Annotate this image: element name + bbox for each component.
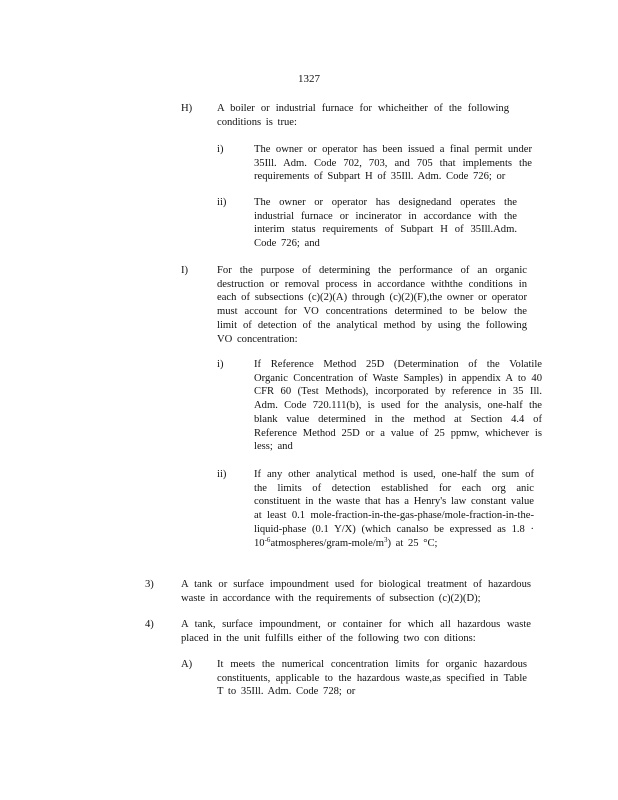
item-3-text: A tank or surface impoundment used for biological treatment of hazardous waste in accordance with the requirements of subsection (c)(2)(D); bbox=[181, 579, 531, 604]
item-I-ii-text-part2: atmospheres/gram-mole/m bbox=[270, 537, 384, 549]
item-4-A-label: A) bbox=[181, 659, 193, 670]
item-I-i-label: i) bbox=[217, 359, 224, 370]
item-I-ii-text-part3: ) at 25 °C; bbox=[387, 537, 438, 549]
exponent-superscript: -6 bbox=[264, 535, 271, 544]
item-I-ii-label: ii) bbox=[217, 469, 227, 480]
page-number: 1327 bbox=[298, 73, 320, 85]
item-H-i-label: i) bbox=[217, 144, 224, 155]
item-H-label: H) bbox=[181, 103, 193, 114]
item-4-A-text: It meets the numerical concentration limits for organic hazardous constituents, applicable to the hazardous waste,as specified in Table T to 35Ill. Adm. Code 728; or bbox=[217, 659, 527, 698]
item-H-i-text: The owner or operator has been issued a final permit under 35Ill. Adm. Code 702, 703, and 705 that implements the requirements of Subpart H of 35Ill. Adm. Code 726; or bbox=[254, 144, 532, 183]
item-H-ii-label: ii) bbox=[217, 197, 227, 208]
item-I-ii-text bbox=[254, 468, 534, 550]
item-I-label: I) bbox=[181, 265, 189, 276]
item-I-i-text: If Reference Method 25D (Determination of the Volatile Organic Concentration of Waste Samples) in appendix A to 40 CFR 60 (Test Methods), incorporated by reference in 35 Ill. Adm. Code 720.111(b), is used for the analysis, one-half the blank value determined in the method at Section 4.4 of Reference Method 25D or a value of 25 ppmw, whichever is less; and bbox=[254, 359, 542, 453]
item-4-text: A tank, surface impoundment, or container for which all hazardous waste placed in the unit fulfills either of the following two con ditions: bbox=[181, 619, 531, 644]
item-3-label: 3) bbox=[145, 579, 154, 590]
item-I-ii-text-part1: If any other analytical method is used, one-half the sum of the limits of detection established for each org anic constituent in the waste that has a Henry's law constant value at least 0.1 mole-fraction-in-the-gas-phase/mole-fraction-in-the-liquid-phase (0.1 Y/X) (which canalso be expressed as 1.8 · 10 bbox=[254, 469, 534, 549]
cubic-superscript: 3 bbox=[384, 535, 388, 544]
item-4-label: 4) bbox=[145, 619, 154, 630]
item-H-ii-text: The owner or operator has designedand operates the industrial furnace or incinerator in accordance with the interim status requirements of Subpart H of 35Ill.Adm. Code 726; and bbox=[254, 197, 517, 250]
item-I-text: For the purpose of determining the performance of an organic destruction or removal process in accordance withthe conditions in each of subsections (c)(2)(A) through (c)(2)(F),the owner or operator must account for VO concentrations determined to be below the limit of detection of the analytical method by using the following VO concentration: bbox=[217, 265, 527, 345]
item-H-text: A boiler or industrial furnace for whicheither of the following conditions is true: bbox=[217, 103, 509, 128]
